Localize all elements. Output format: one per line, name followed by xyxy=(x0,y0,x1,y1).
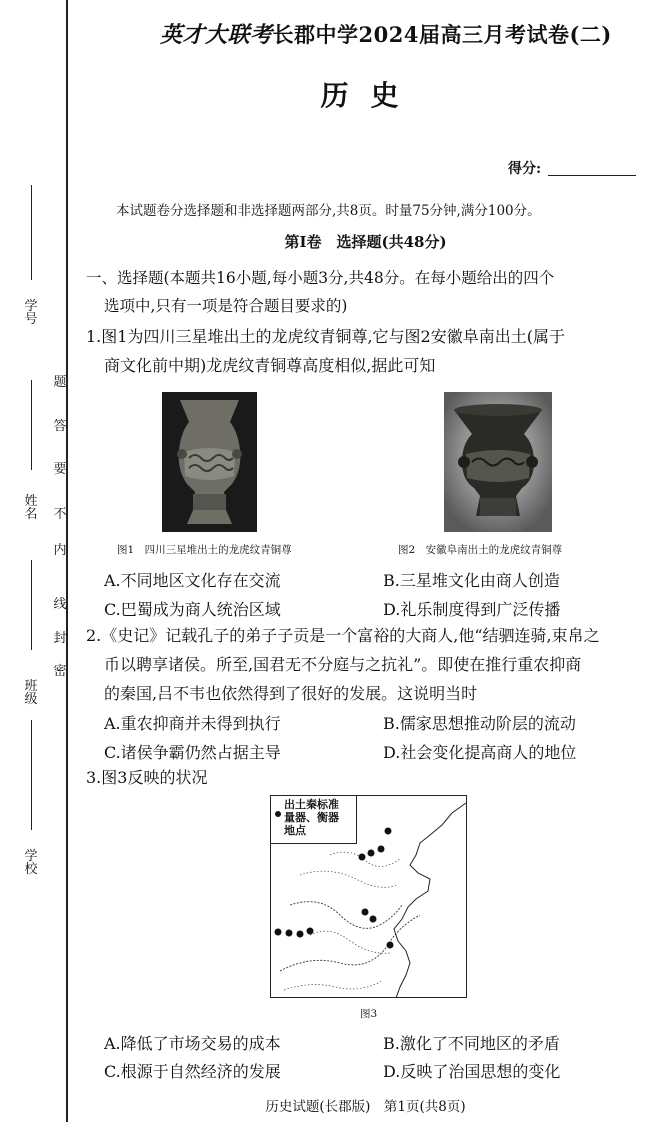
q1-option-c[interactable]: C.巴蜀成为商人统治区域 xyxy=(104,600,281,619)
q2-option-b[interactable]: B.儒家思想推动阶层的流动 xyxy=(383,714,576,733)
q3-option-a[interactable]: A.降低了市场交易的成本 xyxy=(104,1034,281,1053)
seal-char: 线 xyxy=(53,597,67,612)
class-blank xyxy=(31,560,32,650)
binding-line xyxy=(66,0,68,1122)
figure1-caption: 图1 四川三星堆出土的龙虎纹青铜尊 xyxy=(117,544,292,556)
part-title: 第Ⅰ卷 选择题(共48分) xyxy=(284,233,447,251)
seal-char: 密 xyxy=(53,664,67,679)
exam-instructions: 本试题卷分选择题和非选择题两部分,共8页。时量75分钟,满分100分。 xyxy=(116,203,541,219)
page-footer: 历史试题(长郡版) 第1页(共8页) xyxy=(265,1099,466,1115)
q1-option-d[interactable]: D.礼乐制度得到广泛传播 xyxy=(383,600,561,619)
exam-title xyxy=(160,18,612,49)
score-blank xyxy=(548,175,636,176)
q2-option-c[interactable]: C.诸侯争霸仍然占据主导 xyxy=(104,743,281,762)
map-legend-line2: 量器、衡器 xyxy=(284,811,339,824)
q3-option-c[interactable]: C.根源于自然经济的发展 xyxy=(104,1062,281,1081)
map-legend-line3: 地点 xyxy=(284,824,306,837)
figure2-caption: 图2 安徽阜南出土的龙虎纹青铜尊 xyxy=(398,544,563,556)
q2-option-a[interactable]: A.重农抑商并未得到执行 xyxy=(104,714,281,733)
q1-stem-line1: 1.图1为四川三星堆出土的龙虎纹青铜尊,它与图2安徽阜南出土(属于 xyxy=(86,327,565,346)
map-legend-line1: 出土秦标准 xyxy=(284,798,339,811)
q2-stem-line3: 的秦国,吕不韦也依然得到了很好的发展。这说明当时 xyxy=(104,684,478,703)
q1-stem-line2: 商文化前中期)龙虎纹青铜尊高度相似,据此可知 xyxy=(104,356,436,375)
subject-title: 历史 xyxy=(320,79,421,112)
q3-stem: 3.图3反映的状况 xyxy=(86,768,208,787)
class-label: 班级 xyxy=(24,679,38,707)
bronze-zun-photo-1 xyxy=(162,392,257,532)
q1-option-b[interactable]: B.三星堆文化由商人创造 xyxy=(383,571,560,590)
qin-measures-map xyxy=(270,795,467,998)
student-id-label: 学号 xyxy=(24,299,38,327)
seal-char: 答 xyxy=(53,419,67,434)
q2-stem-line2: 币以聘享诸侯。所至,国君无不分庭与之抗礼”。即使在推行重农抑商 xyxy=(104,655,582,674)
bronze-zun-photo-2 xyxy=(444,392,552,532)
brand-name: 英才大联考 xyxy=(160,22,273,48)
seal-char: 要 xyxy=(53,462,67,477)
seal-char: 不 xyxy=(53,507,67,522)
q2-option-d[interactable]: D.社会变化提高商人的地位 xyxy=(383,743,577,762)
section-heading-line2: 选项中,只有一项是符合题目要求的) xyxy=(104,297,348,315)
q2-stem-line1: 2.《史记》记载孔子的弟子子贡是一个富裕的大商人,他“结驷连骑,束帛之 xyxy=(86,626,600,645)
exam-name: 长郡中学2024届高三月考试卷(二) xyxy=(272,22,612,47)
name-blank xyxy=(31,380,32,470)
figure3-caption: 图3 xyxy=(360,1008,378,1020)
name-label: 姓名 xyxy=(24,494,38,522)
school-label: 学校 xyxy=(24,849,38,877)
q1-option-a[interactable]: A.不同地区文化存在交流 xyxy=(104,571,281,590)
map-legend xyxy=(284,798,339,837)
seal-char: 封 xyxy=(53,631,67,646)
seal-char: 题 xyxy=(53,375,67,390)
section-heading-line1: 一、选择题(本题共16小题,每小题3分,共48分。在每小题给出的四个 xyxy=(86,269,555,287)
q3-option-b[interactable]: B.激化了不同地区的矛盾 xyxy=(383,1034,560,1053)
score-label: 得分: xyxy=(508,161,542,177)
school-blank xyxy=(31,720,32,830)
seal-char: 内 xyxy=(53,543,67,558)
q3-option-d[interactable]: D.反映了治国思想的变化 xyxy=(383,1062,561,1081)
